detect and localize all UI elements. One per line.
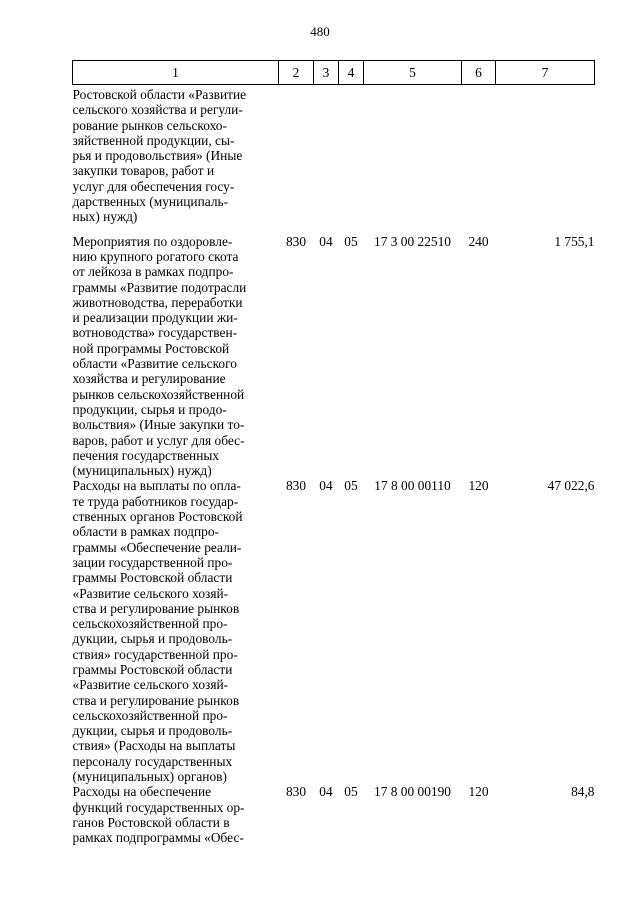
- column-header-expense-type: 6: [462, 61, 496, 85]
- description-line: персоналу государственных: [72, 753, 233, 769]
- description-line: нию крупного рогатого скота: [72, 248, 239, 264]
- column-header-section: 3: [314, 61, 339, 85]
- ministry-code: 830: [285, 784, 307, 800]
- description-line: граммы Ростовской области: [72, 661, 233, 677]
- description-line: сельскохозяйственной про-: [72, 707, 228, 723]
- description-line: рынков сельскохозяйственной: [72, 386, 245, 402]
- description-line: рамках подпрограммы «Обес-: [72, 830, 244, 846]
- table-row: [73, 85, 595, 234]
- description-line: варов, работ и услуг для обес-: [72, 432, 245, 448]
- description-line: зяйственной продукции, сы-: [72, 132, 235, 148]
- ministry-code: 830: [285, 478, 307, 494]
- description-line: «Развитие сельского хозяй-: [72, 585, 229, 601]
- amount-value: 47 022,6: [547, 478, 595, 494]
- description-line: дарственных (муниципаль-: [72, 194, 229, 210]
- expense-type-code: [462, 85, 496, 234]
- column-header-subsection: 4: [339, 61, 364, 85]
- description-line: (муниципальных) нужд): [72, 463, 212, 479]
- target-code: 17 8 00 00110: [374, 478, 451, 494]
- subsection-code: [339, 85, 364, 234]
- section-code: 04: [319, 233, 333, 249]
- column-header-ministry: 2: [279, 61, 314, 85]
- description-line: граммы Ростовской области: [72, 570, 233, 586]
- description-line: области «Развитие сельского: [72, 356, 237, 372]
- section-code: [314, 85, 339, 234]
- amount-value: [496, 85, 595, 234]
- description-line: «Развитие сельского хозяй-: [72, 677, 229, 693]
- table-header-row: [73, 61, 595, 85]
- description-line: вотноводства» государствен-: [72, 325, 238, 341]
- ministry-code: [279, 85, 314, 234]
- description-line: ства и регулирование рынков: [72, 692, 240, 708]
- description-line: услуг для обеспечения госу-: [72, 178, 235, 194]
- description-line: (муниципальных) органов): [72, 769, 227, 785]
- subsection-code: 05: [344, 478, 358, 494]
- table-row: [73, 234, 595, 479]
- description-line: те труда работников государ-: [72, 493, 239, 509]
- description-line: граммы «Обеспечение реали-: [72, 539, 242, 555]
- budget-table: [72, 60, 595, 846]
- description-line: хозяйства и регулирование: [72, 371, 226, 387]
- description-line: сельского хозяйства и регули-: [72, 102, 243, 118]
- description-line: от лейкоза в рамках подпро-: [72, 264, 234, 280]
- description-line: сельскохозяйственной про-: [72, 616, 228, 632]
- page-number: 480: [310, 24, 330, 39]
- section-code: 04: [319, 478, 333, 494]
- description-line: дукции, сырья и продоволь-: [72, 723, 233, 739]
- description-line: и реализации продукции жи-: [72, 310, 238, 326]
- column-header-description: 1: [73, 61, 279, 85]
- description-line: ственных органов Ростовской: [72, 509, 243, 525]
- target-code: [364, 85, 462, 234]
- description-line: дукции, сырья и продоволь-: [72, 631, 233, 647]
- description-line: вольствия» (Иные закупки то-: [72, 417, 245, 433]
- description-line: Ростовской области «Развитие: [72, 87, 247, 102]
- ministry-code: 830: [285, 233, 307, 249]
- description-line: ства и регулирование рынков: [72, 600, 240, 616]
- description-line: рование рынков сельскохо-: [72, 117, 227, 133]
- target-code: 17 3 00 22510: [374, 233, 451, 249]
- expense-type-code: 240: [468, 233, 489, 249]
- row-description: [73, 85, 279, 234]
- amount-value: 84,8: [571, 784, 595, 800]
- description-line: закупки товаров, работ и: [72, 163, 215, 179]
- column-header-target: 5: [364, 61, 462, 85]
- subsection-code: 05: [344, 233, 358, 249]
- description-line: области в рамках подпро-: [72, 524, 219, 540]
- description-line: ствия» (Расходы на выплаты: [72, 738, 236, 754]
- subsection-code: 05: [344, 784, 358, 800]
- row-description: [73, 234, 279, 479]
- description-line: рья и продовольствия» (Иные: [72, 148, 243, 164]
- description-line: животноводства, переработки: [72, 294, 243, 310]
- description-line: ных) нужд): [72, 209, 138, 225]
- description-line: ствия» государственной про-: [72, 646, 238, 662]
- description-line: граммы «Развитие подотрасли: [72, 279, 247, 295]
- section-code: 04: [319, 784, 333, 800]
- description-line: печения государственных: [72, 447, 220, 463]
- row-description: [73, 478, 279, 784]
- description-line: функций государственных ор-: [72, 799, 245, 815]
- amount-value: 1 755,1: [554, 233, 595, 249]
- expense-type-code: 120: [468, 784, 489, 800]
- description-line: ганов Ростовской области в: [72, 814, 230, 830]
- table-row: [73, 478, 595, 784]
- target-code: 17 8 00 00190: [374, 784, 451, 800]
- description-line: Расходы на обеспечение: [72, 784, 212, 800]
- row-description: [73, 784, 279, 845]
- column-header-amount: 7: [496, 61, 595, 85]
- description-line: ной программы Ростовской: [72, 340, 230, 356]
- description-line: зации государственной про-: [72, 554, 233, 570]
- description-line: продукции, сырья и продо-: [72, 401, 227, 417]
- description-line: Мероприятия по оздоровле-: [72, 233, 233, 249]
- expense-type-code: 120: [468, 478, 489, 494]
- description-line: Расходы на выплаты по опла-: [72, 478, 241, 494]
- table-row: [73, 784, 595, 845]
